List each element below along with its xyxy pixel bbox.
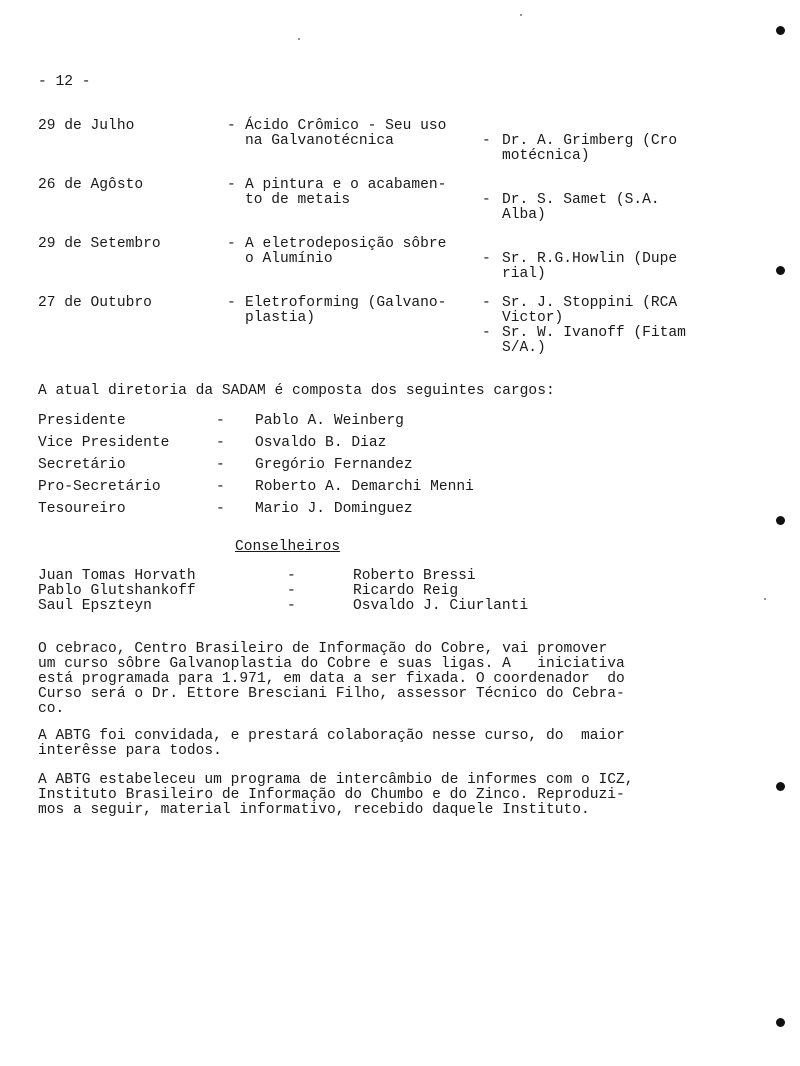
scan-speck xyxy=(520,14,522,16)
councillor-dash: - xyxy=(287,568,296,584)
event-topic-line: na Galvanotécnica xyxy=(245,133,394,149)
event-topic-line: plastia) xyxy=(245,310,316,326)
event-dash: - xyxy=(227,177,236,193)
councillor-left: Juan Tomas Horvath xyxy=(38,568,196,584)
paragraph-line: está programada para 1.971, em data a ser fixada. O coordenador do xyxy=(38,671,625,687)
councillor-dash: - xyxy=(287,598,296,614)
event-date: 29 de Setembro xyxy=(38,236,161,252)
board-dash: - xyxy=(216,501,225,517)
paragraph-line: Instituto Brasileiro de Informação do Chumbo e do Zinco. Reproduzi- xyxy=(38,787,625,803)
event-topic-line: Ácido Crômico - Seu uso xyxy=(245,118,447,134)
board-dash: - xyxy=(216,435,225,451)
board-role: Tesoureiro xyxy=(38,501,126,517)
speaker-dash: - xyxy=(482,192,491,208)
speaker-line: Sr. W. Ivanoff (Fitam xyxy=(502,325,686,341)
speaker-line: rial) xyxy=(502,266,546,282)
binder-hole-mark xyxy=(776,1018,785,1027)
paragraph-line: Curso será o Dr. Ettore Bresciani Filho, assessor Técnico do Cebra- xyxy=(38,686,625,702)
councillor-right: Osvaldo J. Ciurlanti xyxy=(353,598,529,614)
paragraph-line: O cebraco, Centro Brasileiro de Informação do Cobre, vai promover xyxy=(38,641,608,657)
board-dash: - xyxy=(216,479,225,495)
board-name: Gregório Fernandez xyxy=(255,457,413,473)
speaker-line: Dr. S. Samet (S.A. xyxy=(502,192,660,208)
board-name: Mario J. Dominguez xyxy=(255,501,413,517)
paragraph-line: mos a seguir, material informativo, recebido daquele Instituto. xyxy=(38,802,590,818)
event-topic-line: Eletroforming (Galvano- xyxy=(245,295,447,311)
board-intro: A atual diretoria da SADAM é composta dos seguintes cargos: xyxy=(38,383,555,399)
event-topic-line: o Alumínio xyxy=(245,251,333,267)
councillors-heading: Conselheiros xyxy=(235,539,341,555)
councillor-right: Roberto Bressi xyxy=(353,568,476,584)
board-name: Osvaldo B. Diaz xyxy=(255,435,387,451)
board-role: Presidente xyxy=(38,413,126,429)
event-date: 26 de Agôsto xyxy=(38,177,144,193)
councillor-left: Pablo Glutshankoff xyxy=(38,583,196,599)
speaker-line: Sr. J. Stoppini (RCA xyxy=(502,295,678,311)
binder-hole-mark xyxy=(776,516,785,525)
binder-hole-mark xyxy=(776,266,785,275)
speaker-dash: - xyxy=(482,295,491,311)
speaker-line: Alba) xyxy=(502,207,546,223)
event-dash: - xyxy=(227,236,236,252)
binder-hole-mark xyxy=(776,782,785,791)
councillor-left: Saul Epszteyn xyxy=(38,598,152,614)
paragraph-line: A ABTG estabeleceu um programa de intercâmbio de informes com o ICZ, xyxy=(38,772,634,788)
event-date: 29 de Julho xyxy=(38,118,135,134)
speaker-line: Dr. A. Grimberg (Cro xyxy=(502,133,678,149)
board-role: Pro-Secretário xyxy=(38,479,161,495)
event-topic-line: A pintura e o acabamen- xyxy=(245,177,447,193)
councillor-right: Ricardo Reig xyxy=(353,583,459,599)
scan-speck xyxy=(298,38,300,40)
councillor-dash: - xyxy=(287,583,296,599)
paragraph-line: um curso sôbre Galvanoplastia do Cobre e suas ligas. A iniciativa xyxy=(38,656,625,672)
event-dash: - xyxy=(227,295,236,311)
paragraph-line: co. xyxy=(38,701,65,717)
event-dash: - xyxy=(227,118,236,134)
board-dash: - xyxy=(216,413,225,429)
speaker-line: S/A.) xyxy=(502,340,546,356)
speaker-dash: - xyxy=(482,251,491,267)
board-role: Vice Presidente xyxy=(38,435,170,451)
paragraph-line: A ABTG foi convidada, e prestará colaboração nesse curso, do maior xyxy=(38,728,625,744)
speaker-line: Sr. R.G.Howlin (Dupe xyxy=(502,251,678,267)
board-name: Roberto A. Demarchi Menni xyxy=(255,479,474,495)
speaker-dash: - xyxy=(482,133,491,149)
event-date: 27 de Outubro xyxy=(38,295,152,311)
board-name: Pablo A. Weinberg xyxy=(255,413,404,429)
binder-hole-mark xyxy=(776,26,785,35)
paragraph-line: interêsse para todos. xyxy=(38,743,222,759)
speaker-line: motécnica) xyxy=(502,148,590,164)
page-number: - 12 - xyxy=(38,74,91,90)
speaker-line: Victor) xyxy=(502,310,564,326)
event-topic-line: to de metais xyxy=(245,192,351,208)
board-role: Secretário xyxy=(38,457,126,473)
event-topic-line: A eletrodeposição sôbre xyxy=(245,236,447,252)
scan-speck xyxy=(764,598,766,600)
speaker-dash: - xyxy=(482,325,491,341)
board-dash: - xyxy=(216,457,225,473)
